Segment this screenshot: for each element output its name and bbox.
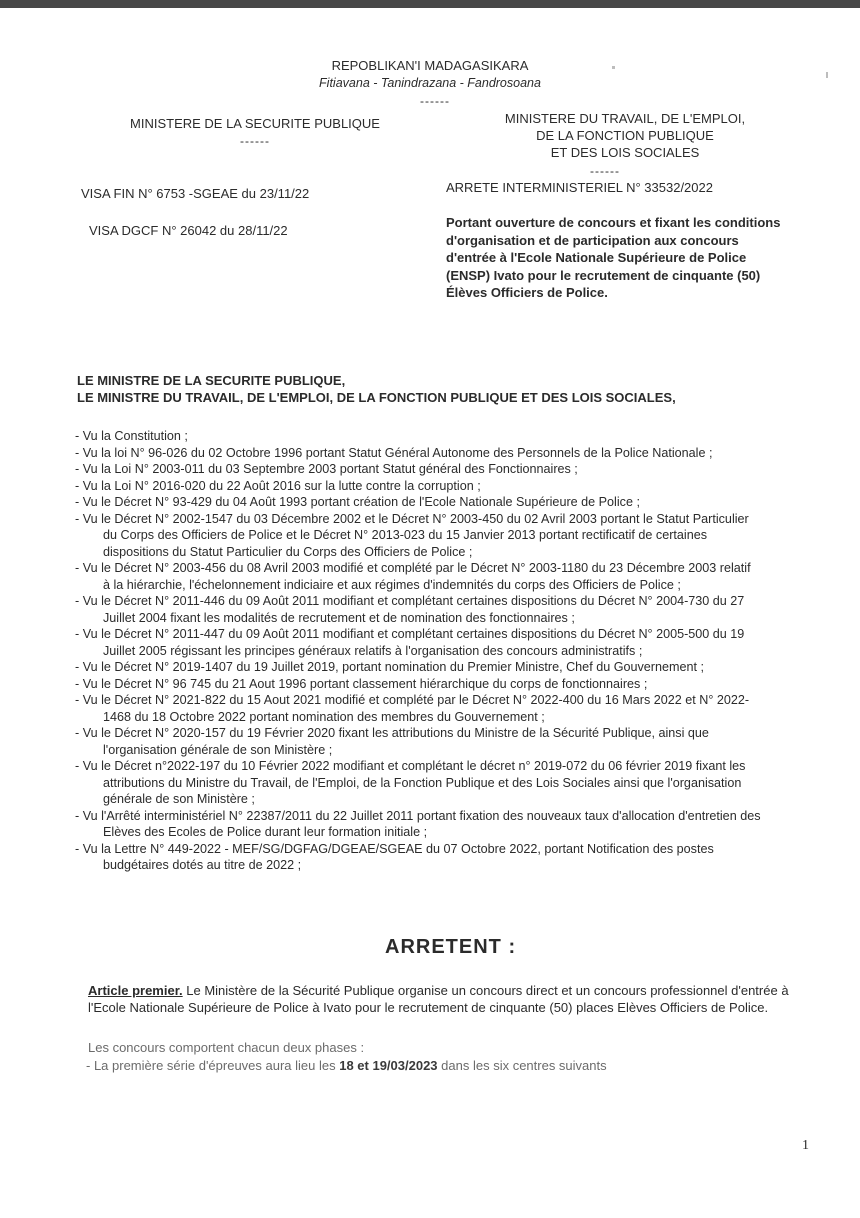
arrete-subject-line: d'entrée à l'Ecole Nationale Supérieure de Police <box>446 250 747 265</box>
scan-speck <box>826 72 828 78</box>
considerant-line: - Vu le Décret N° 2002-1547 du 03 Décembre 2002 et le Décret N° 2003-450 du 02 Avril 2003 portant le Statut Particulier <box>75 511 749 526</box>
considerants-list <box>75 428 815 874</box>
considerant-line: - Vu la Loi N° 2016-020 du 22 Août 2016 sur la lutte contre la corruption ; <box>75 478 481 493</box>
considerant-line: - Vu le Décret N° 2021-822 du 15 Aout 2021 modifié et complété par le Décret N° 2022-400 du 16 Mars 2022 et N° 2022- <box>75 693 750 707</box>
considerant-item <box>75 560 815 593</box>
arrete-subject-line: d'organisation et de participation aux concours <box>446 232 739 248</box>
considerant-item <box>75 692 815 725</box>
first-phase-suffix: dans les six centres suivants <box>437 1058 607 1073</box>
considerant-continuation: générale de son Ministère ; <box>103 792 255 806</box>
republic-motto: Fitiavana - Tanindrazana - Fandrosoana <box>319 76 541 90</box>
visa-fin: VISA FIN N° 6753 -SGEAE du 23/11/22 <box>81 186 310 201</box>
considerant-line: - Vu le Décret N° 2011-446 du 09 Août 2011 modifiant et complétant certaines dispositions du Décret N° 2004-730 du 27 <box>75 594 745 608</box>
scan-top-border <box>0 0 860 8</box>
article-text-line: Le Ministère de la Sécurité Publique organise un concours direct et un concours professionnel d'entrée à <box>182 983 789 998</box>
arrete-number: ARRETE INTERMINISTERIEL N° 33532/2022 <box>446 180 713 195</box>
ministry-security-title: MINISTERE DE LA SECURITE PUBLIQUE <box>130 116 380 131</box>
considerant-item <box>75 511 815 561</box>
ministry-labour-line: MINISTERE DU TRAVAIL, DE L'EMPLOI, <box>504 111 746 126</box>
considerant-line: - Vu le Décret N° 2011-447 du 09 Août 2011 modifiant et complétant certaines dispositions du Décret N° 2005-500 du 19 <box>75 627 745 641</box>
considerant-line: - Vu l'Arrêté interministériel N° 22387/2011 du 22 Juillet 2011 portant fixation des nouveaux taux d'allocation d'entretien des <box>75 808 761 823</box>
considerant-item <box>75 478 815 495</box>
considerant-item <box>75 593 815 626</box>
arrete-subject-line: Portant ouverture de concours et fixant les conditions <box>446 215 781 230</box>
arrete-subject-line: Élèves Officiers de Police. <box>446 285 608 300</box>
considerant-continuation: à la hiérarchie, l'échelonnement indiciaire et aux régimes d'indemnités du corps des Officiers de Police ; <box>103 577 681 592</box>
scan-speck <box>612 66 615 69</box>
ministry-labour-line: DE LA FONCTION PUBLIQUE <box>536 128 714 143</box>
republic-title: REPOBLIKAN'I MADAGASIKARA <box>331 58 529 73</box>
considerant-item <box>75 808 815 841</box>
considerant-line: - Vu le Décret N° 2019-1407 du 19 Juillet 2019, portant nomination du Premier Ministre, Chef du Gouvernement ; <box>75 660 704 674</box>
minister-line: LE MINISTRE DE LA SECURITE PUBLIQUE, <box>77 373 346 388</box>
article-text-line: l'Ecole Nationale Supérieure de Police à Ivato pour le recrutement de cinquante (50) places Elèves Officiers de Police. <box>88 1000 769 1015</box>
considerant-line: - Vu le Décret N° 2003-456 du 08 Avril 2003 modifié et complété par le Décret N° 2003-1180 du 23 Décembre 2003 relatif <box>75 561 751 575</box>
article-premier <box>88 982 813 1016</box>
considerant-line: - Vu la Constitution ; <box>75 429 188 443</box>
considerant-continuation: Juillet 2004 fixant les modalités de recrutement et de nomination des fonctionnaires ; <box>103 610 575 625</box>
considerant-continuation: l'organisation générale de son Ministère ; <box>103 742 333 757</box>
considerant-continuation: Juillet 2005 régissant les principes généraux relatifs à l'organisation des concours administratifs ; <box>103 643 643 658</box>
header-separator: ------ <box>420 94 450 108</box>
ministry-labour-title <box>460 110 790 161</box>
considerant-continuation: budgétaires dotés au titre de 2022 ; <box>103 858 302 872</box>
decision-heading: ARRETENT : <box>385 936 517 958</box>
considerant-item <box>75 445 815 462</box>
article-label: Article premier. <box>88 983 183 998</box>
considerant-item <box>75 428 815 445</box>
first-phase-line <box>86 1058 726 1073</box>
considerant-item <box>75 461 815 478</box>
ministry-labour-line: ET DES LOIS SOCIALES <box>550 145 700 160</box>
considerant-line: - Vu la loi N° 96-026 du 02 Octobre 1996 portant Statut Général Autonome des Personnels de la Police Nationale ; <box>75 445 713 460</box>
ministers-block <box>77 372 777 406</box>
phases-intro: Les concours comportent chacun deux phases : <box>88 1040 365 1055</box>
considerant-item <box>75 725 815 758</box>
considerant-item <box>75 676 815 693</box>
arrete-subject-line: (ENSP) Ivato pour le recrutement de cinquante (50) <box>446 267 761 283</box>
considerant-continuation: 1468 du 18 Octobre 2022 portant nomination des membres du Gouvernement ; <box>103 709 545 724</box>
considerant-line: - Vu le Décret N° 2020-157 du 19 Février 2020 fixant les attributions du Ministre de la Sécurité Publique, ainsi que <box>75 726 709 740</box>
considerant-continuation: du Corps des Officiers de Police et le Décret N° 2013-023 du 15 Janvier 2013 portant rectificatif de certaines <box>103 528 708 542</box>
considerant-continuation: Elèves des Ecoles de Police durant leur formation initiale ; <box>103 825 428 839</box>
page-number: 1 <box>802 1138 809 1153</box>
ministry-security-separator: ------ <box>240 134 270 148</box>
minister-line: LE MINISTRE DU TRAVAIL, DE L'EMPLOI, DE LA FONCTION PUBLIQUE ET DES LOIS SOCIALES, <box>77 390 676 405</box>
considerant-line: - Vu la Loi N° 2003-011 du 03 Septembre 2003 portant Statut général des Fonctionnaires ; <box>75 462 578 476</box>
visa-dgcf: VISA DGCF N° 26042 du 28/11/22 <box>89 223 288 238</box>
considerant-item <box>75 659 815 676</box>
considerant-continuation: attributions du Ministre du Travail, de l'Emploi, de la Fonction Publique et des Lois Sociales ainsi que l'organisation <box>103 775 742 790</box>
considerant-line: - Vu le Décret n°2022-197 du 10 Février 2022 modifiant et complétant le décret n° 2019-072 du 06 février 2019 fixant les <box>75 759 746 773</box>
considerant-line: - Vu le Décret N° 96 745 du 21 Aout 1996 portant classement hiérarchique du corps de fonctionnaires ; <box>75 676 648 691</box>
considerant-item <box>75 626 815 659</box>
considerant-continuation: dispositions du Statut Particulier du Corps des Officiers de Police ; <box>103 544 473 559</box>
considerant-item <box>75 841 815 874</box>
considerant-item <box>75 494 815 511</box>
arrete-subject <box>446 214 796 302</box>
considerant-line: - Vu le Décret N° 93-429 du 04 Août 1993 portant création de l'Ecole Nationale Supérieure de Police ; <box>75 495 640 509</box>
first-phase-prefix: - La première série d'épreuves aura lieu les <box>86 1058 340 1073</box>
considerant-line: - Vu la Lettre N° 449-2022 - MEF/SG/DGFAG/DGEAE/SGEAE du 07 Octobre 2022, portant Notification des postes <box>75 841 714 856</box>
first-phase-dates: 18 et 19/03/2023 <box>339 1058 438 1073</box>
considerant-item <box>75 758 815 808</box>
ministry-labour-separator: ------ <box>590 164 620 178</box>
